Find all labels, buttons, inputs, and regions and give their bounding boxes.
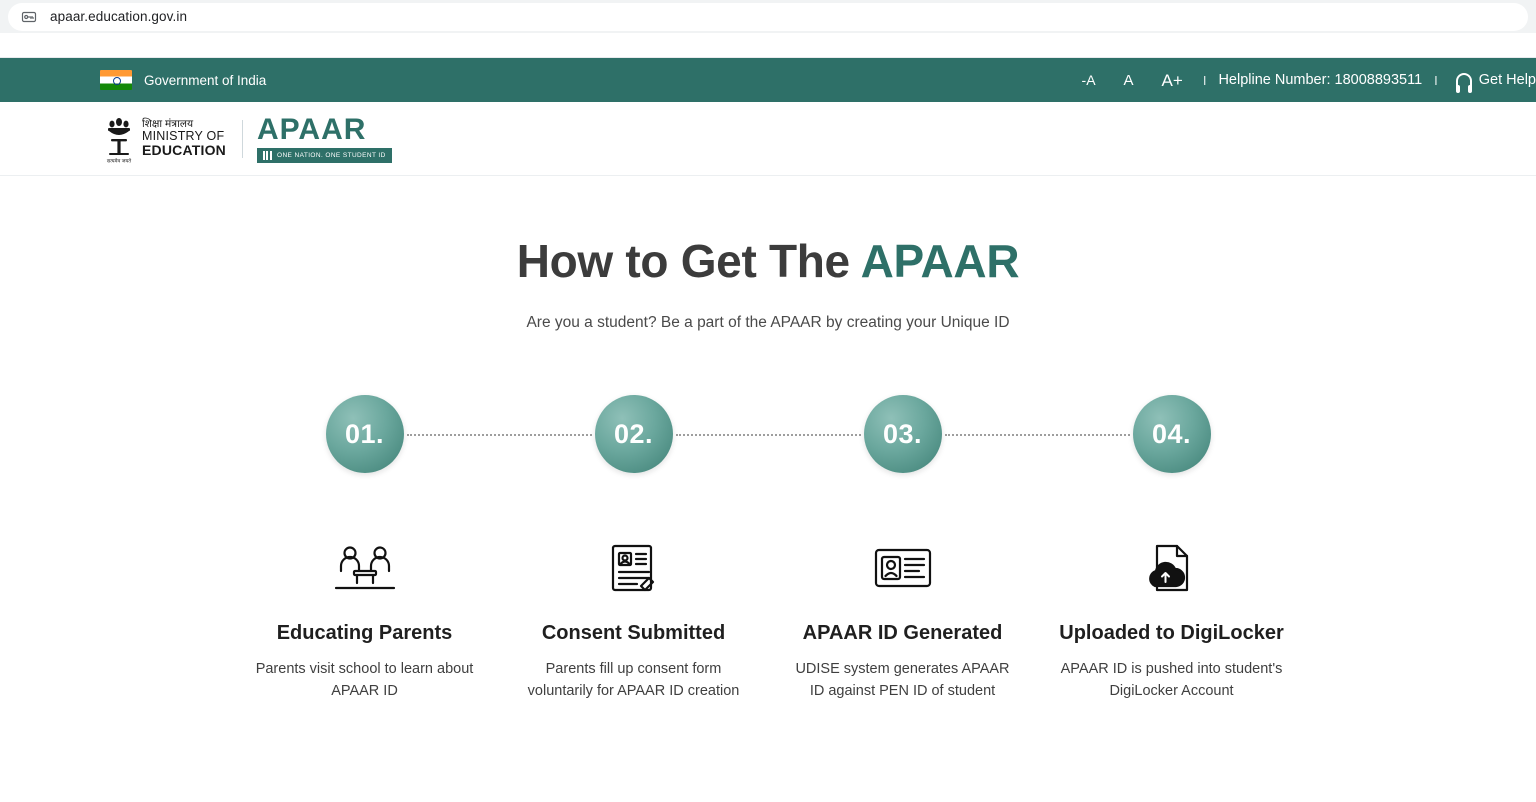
page-title [0,234,1536,288]
step-title: APAAR ID Generated [802,622,1003,644]
tagline-bars-icon [263,151,272,160]
browser-toolbar [0,0,1536,33]
main-content [0,176,1536,703]
url-text: apaar.education.gov.in [50,9,188,24]
id-card-icon [768,532,1037,604]
step-connector [676,434,861,436]
font-normal-button[interactable]: A [1123,71,1134,89]
parents-meeting-icon [230,532,499,604]
helpline-text: Helpline Number: 18008893511 [1218,72,1423,88]
apaar-wordmark: APAAR [256,112,367,146]
step-title: Consent Submitted [541,622,726,644]
separator-2: I [1434,72,1438,88]
step-number-badge: 02. [595,395,673,473]
government-strip [0,58,1536,102]
address-bar[interactable] [8,3,1528,31]
ministry-hindi: शिक्षा मंत्रालय [142,118,194,131]
step-description: Parents visit school to learn about APAAR ID [255,661,474,699]
font-increase-button[interactable]: A+ [1161,70,1183,90]
step-number-badge: 04. [1133,395,1211,473]
ministry-name [142,119,226,158]
consent-form-icon [499,532,768,604]
headset-icon [1456,73,1472,87]
accessibility-controls [1068,72,1536,89]
gov-brand [100,70,266,90]
step-item [1037,394,1306,703]
step-description: Parents fill up consent form voluntarily for APAAR ID creation [527,661,740,699]
step-connector [407,434,592,436]
gov-label: Government of India [144,72,267,88]
step-connector [945,434,1130,436]
page-subtitle: Are you a student? Be a part of the APAAR by creating your Unique ID [526,314,1010,331]
step-number-badge: 01. [326,395,404,473]
india-flag-icon [100,70,132,90]
header-divider [242,120,243,158]
step-item [768,394,1037,703]
site-header [0,102,1536,176]
apaar-logo[interactable] [256,112,392,163]
upload-cloud-document-icon [1037,532,1306,604]
get-help-button[interactable] [1444,72,1536,88]
font-decrease-button[interactable]: -A [1081,72,1096,88]
steps-timeline [0,394,1536,703]
apaar-tagline-text: ONE NATION. ONE STUDENT ID [276,151,386,159]
ministry-line-1: MINISTRY OF [142,129,225,144]
page-title-accent: APAAR [860,235,1020,287]
get-help-label: Get Help [1478,72,1536,88]
separator-1: I [1202,72,1207,88]
step-circle-row [230,394,499,474]
site-settings-icon[interactable] [20,8,38,26]
page-title-prefix: How to Get The [516,235,861,287]
browser-chrome-spacer [0,33,1536,58]
step-number-badge: 03. [864,395,942,473]
ministry-line-2: EDUCATION [142,142,226,159]
step-title: Uploaded to DigiLocker [1059,622,1284,644]
step-item [230,394,499,703]
national-emblem-icon [100,113,138,165]
step-description: APAAR ID is pushed into student's DigiLocker Account [1060,661,1283,699]
step-title: Educating Parents [276,622,453,644]
svg-text:सत्यमेव जयते: सत्यमेव जयते [106,158,132,164]
step-description: UDISE system generates APAAR ID against PEN ID of student [795,661,1010,699]
apaar-tagline-badge [257,148,392,163]
step-item [499,394,768,703]
